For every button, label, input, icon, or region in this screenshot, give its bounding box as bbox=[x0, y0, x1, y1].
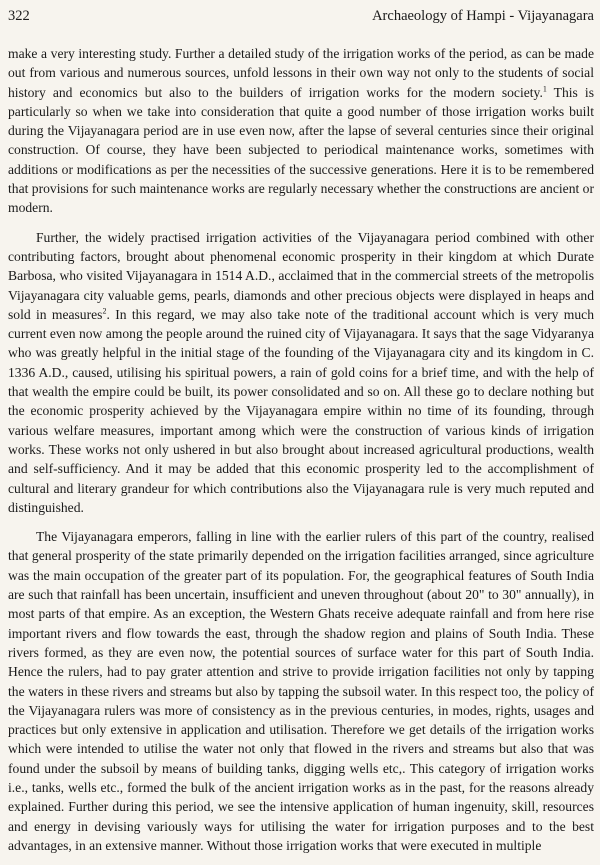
footnote-ref: 2 bbox=[102, 306, 107, 316]
paragraph-1 bbox=[8, 44, 594, 218]
paragraph-text: make a very interesting study. Further a detailed study of the irrigation works of the period, as can be made out from various and numerous sources, unfold lessons in their own way not only to the students of social history and economics but also to the builders of irrigation works for the modern society. bbox=[8, 46, 594, 100]
running-title: Archaeology of Hampi - Vijayanagara bbox=[372, 8, 594, 24]
body-text bbox=[8, 44, 594, 865]
paragraph-text: The Vijayanagara emperors, falling in line with the earlier rulers of this part of the country, realised that general prosperity of the state primarily depended on the irrigation facilities arranged, since agriculture was the main occupation of the greater part of its population. For, the geographical features of South India are such that rainfall has been uncertain, insufficient and uneven throughout (about 20" to 30" annually), in most parts of that empire. As an exception, the Western Ghats receive adequate rainfall and from here rise important rivers and flow towards the east, through the shadow region and plains of South India. These rivers formed, as they are even now, the potential sources of surface water for this part of South India. Hence the rulers, had to pay grater attention and strive to provide irrigation facilities not only by tapping the waters in these rivers and streams but also by tapping the subsoil water. In this respect too, the policy of the Vijayanagara rulers was more of consistency as in the previous centuries, in modes, rights, usages and practices but only extensive in application and utilisation. Therefore we get details of the irrigation works which were intended to utilise the water not only that flowed in the rivers and streams but also that was found under the subsoil by means of building tanks, digging wells etc,. This category of irrigation works i.e., tanks, wells etc., formed the bulk of the ancient irrigation works as in the past, for the reasons already explained. Further during this period, we see the intensive application of human ingenuity, skill, resources and energy in devising variously ways for utilising the water for irrigation purposes and to the best advantages, in an extensive manner. Without those irrigation works that were executed in multiple bbox=[8, 529, 594, 853]
footnote-ref: 1 bbox=[542, 84, 547, 94]
paragraph-2 bbox=[8, 228, 594, 517]
paragraph-3 bbox=[8, 527, 594, 855]
page-number: 322 bbox=[8, 8, 30, 24]
paragraph-text: . In this regard, we may also take note of the traditional account which is very much current even now among the people around the ruined city of Vijayanagara. It says that the sage Vidyaranya who was greatly helpful in the initial stage of the founding of the Vijayanagara city and its kingdom in C. 1336 A.D., caused, utilising his spiritual powers, a rain of gold coins for a brief time, and with the help of that wealth the empire could be built, its power consolidated and so on. All these go to declare nothing but the economic prosperity achieved by the Vijayanagara empire within no time of its founding, through various welfare measures, important among which were the construction of various kinds of irrigation works. These works not only ushered in but also brought about increased agricultural productions, wealth and self-sufficiency. And it may be added that this economic prosperity led to the accomplishment of cultural and literary grandeur for which contributions also the Vijayanagara rule is very much reputed and distinguished. bbox=[8, 306, 594, 515]
page-header bbox=[8, 8, 594, 25]
paragraph-text: Further, the widely practised irrigation activities of the Vijayanagara period combined with other contributing factors, brought about phenomenal economic prosperity in their kingdom at which Durate Barbosa, who visited Vijayanagara in 1514 A.D., acclaimed that in the commercial streets of the metropolis Vijayanagara city valuable gems, pearls, diamonds and other precious objects were displayed in heaps and sold in measures bbox=[8, 229, 594, 322]
paragraph-text: This is particularly so when we take into consideration that quite a good number of those irrigation works built during the Vijayanagara period are in use even now, after the lapse of several centuries since their original construction. Of course, they have been subjected to periodical maintenance works, sometimes with additions or modifications as per the necessities of the successive generations. Here it is to be remembered that provisions for such maintenance works are regularly necessary whether the constructions are ancient or modern. bbox=[8, 84, 594, 216]
